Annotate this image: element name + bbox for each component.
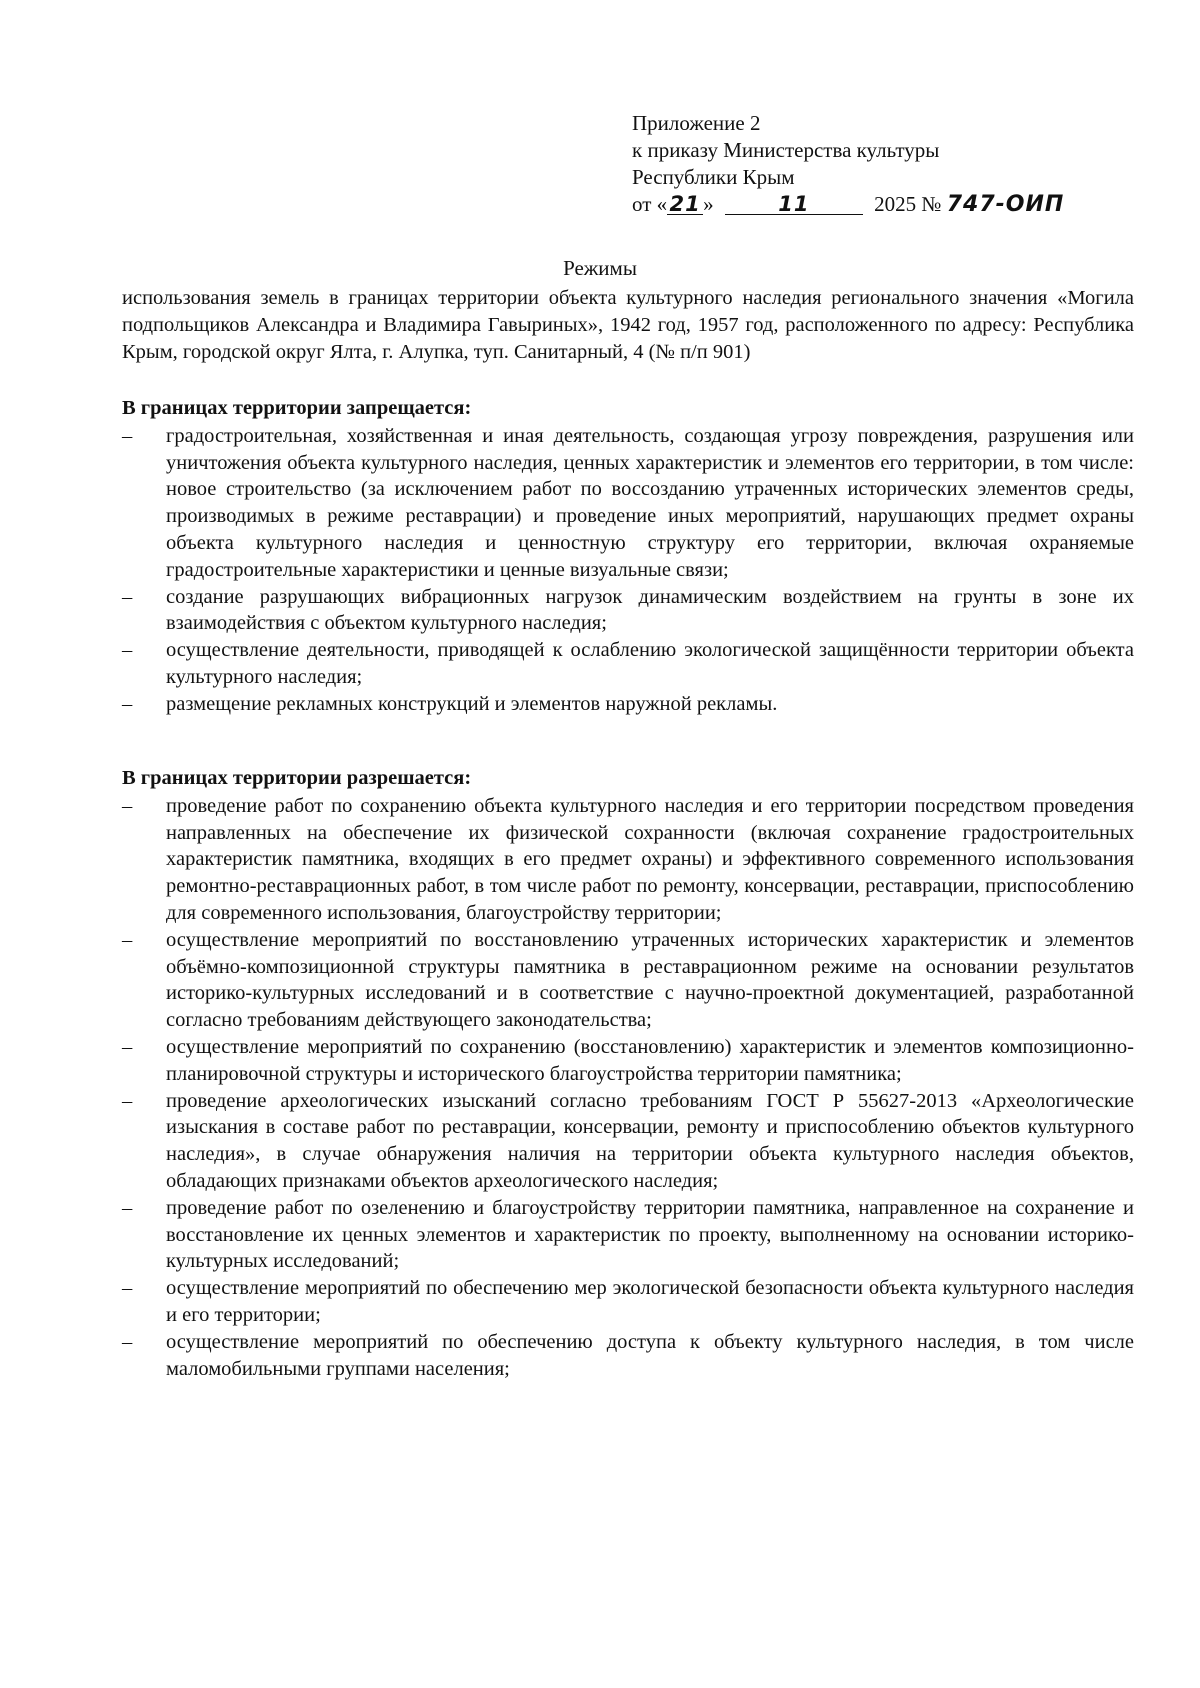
document-subject: использования земель в границах территории объекта культурного наследия регионального значения «Могила подпольщиков Александра и Владимира Гавыриных», 1942 год, 1957 год, расположенного по адресу: Республика Крым, городской округ Ялта, г. Алупка, туп. Санитарный, 4 (№ п/п 901): [122, 287, 1134, 363]
list-item: – проведение работ по озеленению и благоустройству территории памятника, направленное на сохранение и восстановление их ценных элементов и характеристик по проекту, выполненному на основании историко-культурных исследований;: [122, 1196, 1134, 1273]
permitted-list: [122, 793, 1134, 1383]
appendix-label: Приложение 2: [632, 111, 761, 135]
dash-marker: –: [122, 424, 133, 447]
dash-marker: –: [122, 1277, 133, 1300]
handwritten-month: 11: [725, 194, 863, 215]
dash-marker: –: [122, 1089, 133, 1112]
list-item: – градостроительная, хозяйственная и иная деятельность, создающая угрозу повреждения, разрушения или уничтожения объекта культурного наследия, ценных характеристик и элементов его территории, в том числе: новое строительство (за исключением работ по воссозданию утраченных исторических элементов среды, производимых в режиме реставрации) и проведение иных мероприятий, нарушающих предмет охраны объекта культурного наследия и ценностную структуру его территории, включая охраняемые градостроительные характеристики и ценные визуальные связи;: [122, 424, 1134, 581]
dash-marker: –: [122, 692, 133, 715]
dash-marker: –: [122, 794, 133, 817]
list-item: – осуществление мероприятий по сохранению (восстановлению) характеристик и элементов композиционно-планировочной структуры и исторического благоустройства территории памятника;: [122, 1035, 1134, 1085]
order-reference: к приказу Министерства культуры: [632, 138, 940, 162]
list-item: – проведение археологических изысканий согласно требованиям ГОСТ Р 55627-2013 «Археологические изыскания в составе работ по реставрации, консервации, ремонту и приспособлению объектов культурного наследия», в случае обнаружения наличия на территории объекта культурного наследия объектов, обладающих признаками объектов археологического наследия;: [122, 1089, 1134, 1192]
order-date-line: [632, 191, 1065, 218]
date-prefix: от «: [632, 192, 668, 216]
permitted-section: [122, 765, 1134, 1382]
permitted-heading: В границах территории разрешается:: [122, 767, 472, 789]
dash-marker: –: [122, 928, 133, 951]
dash-marker: –: [122, 639, 133, 662]
date-close-quote: »: [703, 192, 714, 216]
list-item: – создание разрушающих вибрационных нагрузок динамическим воздействием на грунты в зоне их взаимодействия с объектом культурного наследия;: [122, 585, 1134, 635]
republic-name: Республики Крым: [632, 165, 795, 189]
handwritten-order-number: 747-ОИП: [946, 192, 1065, 217]
prohibited-heading: В границах территории запрещается:: [122, 397, 472, 419]
dash-marker: –: [122, 1196, 133, 1219]
list-item: – размещение рекламных конструкций и элементов наружной рекламы.: [122, 691, 1134, 718]
order-year-number-label: 2025 №: [874, 192, 942, 216]
list-item: – осуществление деятельности, приводящей к ослаблению экологической защищённости территории объекта культурного наследия;: [122, 639, 1134, 688]
list-item: – осуществление мероприятий по восстановлению утраченных исторических характеристик и элементов объёмно-композиционной структуры памятника в реставрационном режиме на основании результатов историко-культурных исследований и в соответствие с научно-проектной документацией, разработанной согласно требованиям действующего законодательства;: [122, 928, 1134, 1032]
prohibited-list: [122, 423, 1134, 718]
document-title: Режимы: [563, 256, 637, 280]
list-item: – проведение работ по сохранению объекта культурного наследия и его территории посредством проведения направленных на обеспечение их физической сохранности (включая сохранение градостроительных характеристик памятника, входящих в его предмет охраны) и эффективного современного использования ремонтно-реставрационных работ, в том числе работ по ремонту, консервации, реставрации, приспособлению для современного использования, благоустройству территории;: [122, 794, 1134, 924]
document-header: [632, 110, 1065, 218]
list-item: – осуществление мероприятий по обеспечению мер экологической безопасности объекта культурного наследия и его территории;: [122, 1277, 1134, 1326]
dash-marker: –: [122, 585, 133, 608]
list-item: – осуществление мероприятий по обеспечению доступа к объекту культурного наследия, в том числе маломобильными группами населения;: [122, 1330, 1134, 1380]
dash-marker: –: [122, 1035, 133, 1058]
prohibited-section: [122, 395, 1134, 718]
handwritten-day: 21: [667, 194, 703, 215]
dash-marker: –: [122, 1330, 133, 1353]
